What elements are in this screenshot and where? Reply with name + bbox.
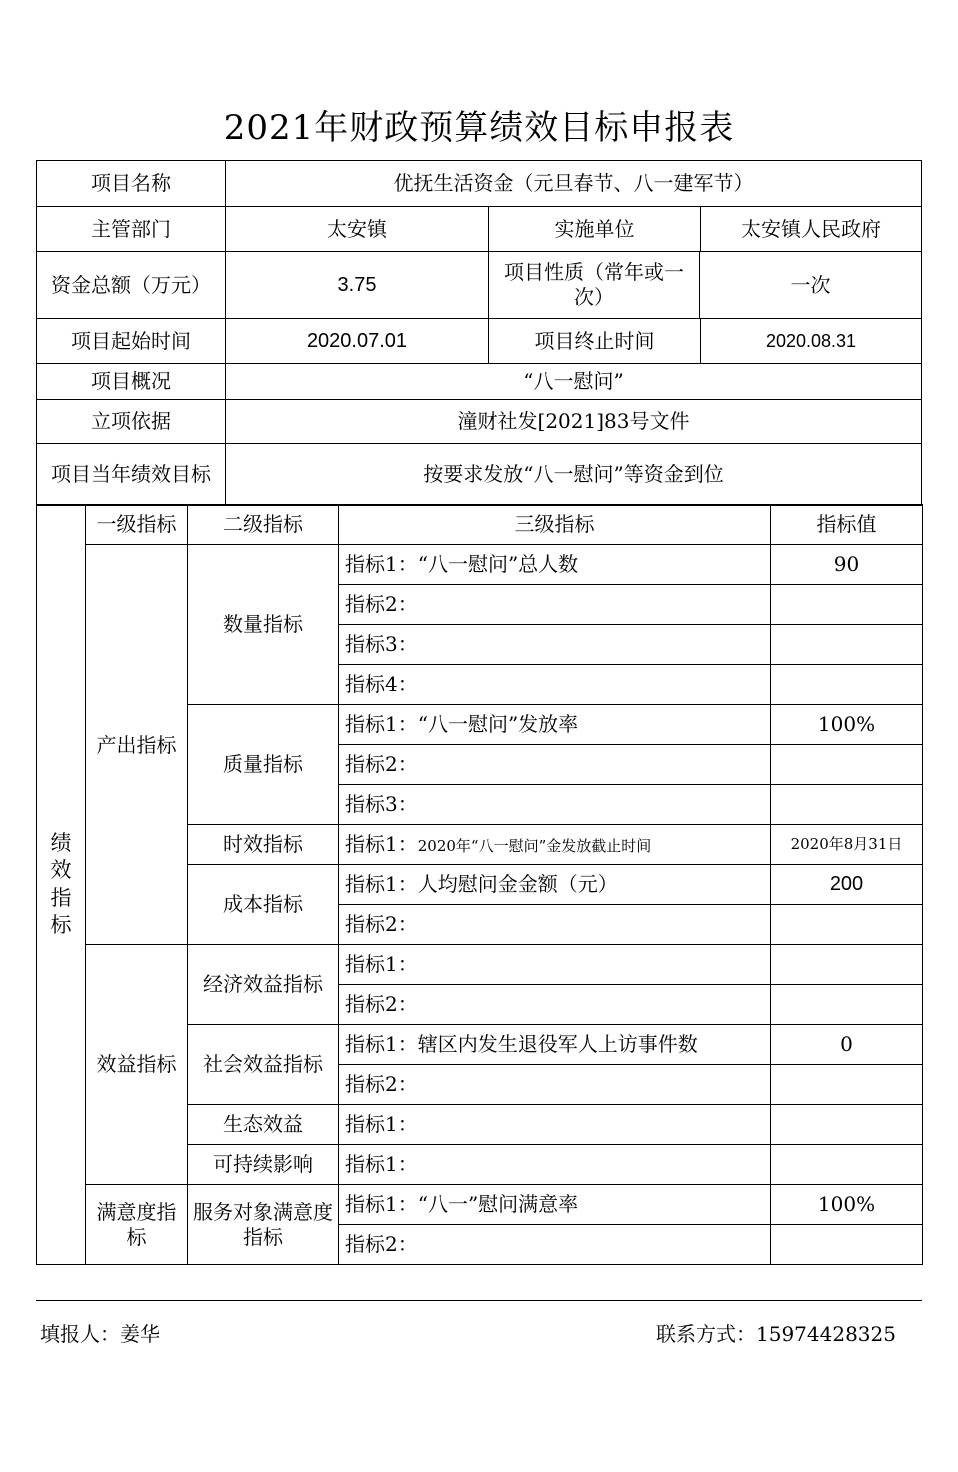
project-name-value: 优抚生活资金（元旦春节、八一建军节） <box>226 161 922 207</box>
l1-satisfaction: 满意度指标 <box>86 1185 188 1265</box>
row-time <box>37 319 922 364</box>
indicator-value: 200 <box>771 865 923 905</box>
indicator-text: 指标1：人均慰问金金额（元） <box>339 865 771 905</box>
goal-value: 按要求发放“八一慰问”等资金到位 <box>226 444 922 506</box>
indicator-text: 指标1： <box>339 1145 771 1185</box>
unit-cell <box>489 207 922 252</box>
indicator-value <box>771 625 923 665</box>
indicator-text: 指标2： <box>339 905 771 945</box>
col-value-header: 指标值 <box>771 505 923 545</box>
col-l1-header: 一级指标 <box>86 505 188 545</box>
l2-social: 社会效益指标 <box>188 1025 339 1105</box>
indicator-value <box>771 1145 923 1185</box>
col-l2-header: 二级指标 <box>188 505 339 545</box>
start-value: 2020.07.01 <box>226 319 489 364</box>
indicator-value <box>771 1225 923 1265</box>
perf-side-label: 绩效指标 <box>37 505 86 1265</box>
unit-value: 太安镇人民政府 <box>741 216 881 241</box>
l2-service: 服务对象满意度指标 <box>188 1185 339 1265</box>
indicator-text: 指标1： <box>339 1105 771 1145</box>
contact-info: 联系方式：15974428325 <box>656 1322 896 1346</box>
indicator-text: 指标2： <box>339 1225 771 1265</box>
indicator-text: 指标1：“八一慰问”发放率 <box>339 705 771 745</box>
indicator-value: 2020年8月31日 <box>771 825 923 865</box>
overview-label: 项目概况 <box>37 364 226 400</box>
row-dept <box>37 207 922 252</box>
l1-output: 产出指标 <box>86 545 188 945</box>
l2-ecological: 生态效益 <box>188 1105 339 1145</box>
overview-value: “八一慰问” <box>226 364 922 400</box>
indicator-value <box>771 665 923 705</box>
indicator-text: 指标2： <box>339 745 771 785</box>
indicator-value <box>771 585 923 625</box>
budget-form-table <box>36 160 922 506</box>
indicator-value <box>771 905 923 945</box>
indicator-table <box>36 504 923 1265</box>
indicator-text: 指标4： <box>339 665 771 705</box>
indicator-header-row <box>37 505 923 545</box>
filler-name: 填报人：姜华 <box>40 1322 160 1346</box>
indicator-value <box>771 1105 923 1145</box>
l2-economic: 经济效益指标 <box>188 945 339 1025</box>
indicator-value: 100% <box>771 1185 923 1225</box>
indicator-text: 指标1： <box>339 945 771 985</box>
row-fund <box>37 252 922 319</box>
indicator-text: 指标2： <box>339 985 771 1025</box>
indicator-text: 指标1：“八一”慰问满意率 <box>339 1185 771 1225</box>
table-row <box>37 545 923 585</box>
indicator-text <box>339 825 771 865</box>
table-row <box>37 945 923 985</box>
end-label: 项目终止时间 <box>489 319 701 363</box>
goal-label: 项目当年绩效目标 <box>37 444 226 506</box>
footer-divider <box>36 1300 922 1301</box>
indicator-text: 指标1：“八一慰问”总人数 <box>339 545 771 585</box>
indicator-value <box>771 785 923 825</box>
indicator-value: 90 <box>771 545 923 585</box>
l2-cost: 成本指标 <box>188 865 339 945</box>
row-basis <box>37 400 922 444</box>
indicator-text: 指标3： <box>339 785 771 825</box>
indicator-text: 指标2： <box>339 585 771 625</box>
end-cell <box>489 319 922 364</box>
indicator-value <box>771 945 923 985</box>
basis-label: 立项依据 <box>37 400 226 444</box>
indicator-value <box>771 985 923 1025</box>
indicator-prefix: 指标1： <box>345 832 418 856</box>
dept-value: 太安镇 <box>226 207 489 252</box>
indicator-text: 指标2： <box>339 1065 771 1105</box>
col-l3-header: 三级指标 <box>339 505 771 545</box>
indicator-text: 指标3： <box>339 625 771 665</box>
indicator-value <box>771 745 923 785</box>
row-overview <box>37 364 922 400</box>
indicator-value: 100% <box>771 705 923 745</box>
row-goal <box>37 444 922 506</box>
page-title: 2021年财政预算绩效目标申报表 <box>223 108 735 148</box>
indicator-text-small: 2020年“八一慰问”金发放截止时间 <box>417 837 652 855</box>
unit-label: 实施单位 <box>489 207 701 251</box>
indicator-value: 0 <box>771 1025 923 1065</box>
fund-label: 资金总额（万元） <box>37 252 226 319</box>
end-value: 2020.08.31 <box>765 330 857 351</box>
l2-quantity: 数量指标 <box>188 545 339 705</box>
l1-benefit: 效益指标 <box>86 945 188 1185</box>
table-row <box>37 1185 923 1225</box>
start-label: 项目起始时间 <box>37 319 226 364</box>
nature-cell <box>489 252 922 319</box>
l2-timeliness: 时效指标 <box>188 825 339 865</box>
basis-value: 潼财社发[2021]83号文件 <box>226 400 922 444</box>
l2-sustainable: 可持续影响 <box>188 1145 339 1185</box>
dept-label: 主管部门 <box>37 207 226 252</box>
project-name-label: 项目名称 <box>37 161 226 207</box>
nature-label: 项目性质（常年或一次） <box>489 252 700 318</box>
indicator-value <box>771 1065 923 1105</box>
indicator-text: 指标1：辖区内发生退役军人上访事件数 <box>339 1025 771 1065</box>
nature-value: 一次 <box>790 272 831 297</box>
row-project-name <box>37 161 922 207</box>
l2-quality: 质量指标 <box>188 705 339 825</box>
fund-value: 3.75 <box>226 252 489 319</box>
